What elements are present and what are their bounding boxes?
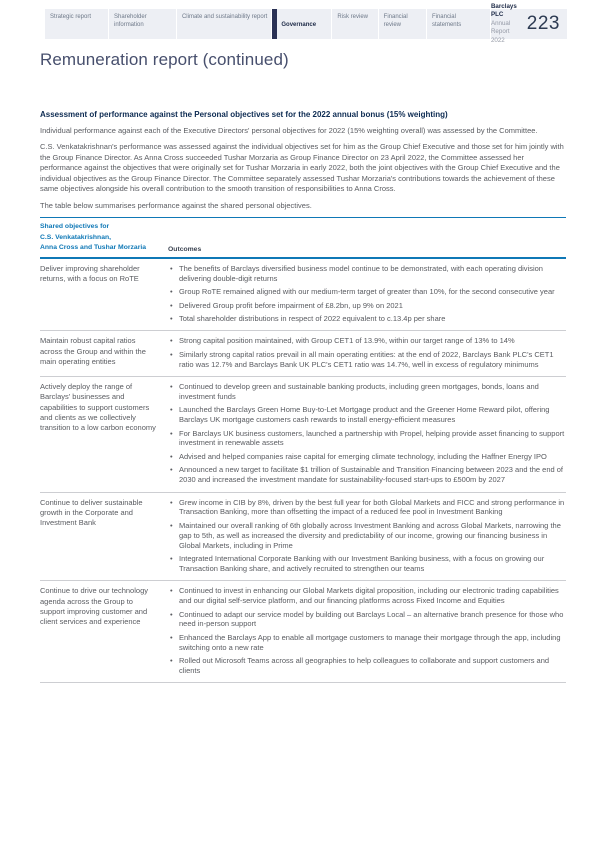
- outcome-text: Grew income in CIB by 8%, driven by the best full year for both Global Markets and FICC and strong performance in Transaction Banking, more than offsetting the impact of a reduced fee pool in Investment Banking: [179, 497, 565, 517]
- objective-cell: Deliver improving shareholder returns, with a focus on RoTE: [40, 263, 140, 284]
- bullet-icon: •: [170, 632, 173, 642]
- outcome-text: Similarly strong capital ratios prevail in all main operating entities: at the end of 2022, Barclays Bank PLC's CET1 ratio was 12.7% and Barclays Bank UK PLC's CET1 ratio was 14.7%, well in excess of regulatory minimums: [179, 349, 554, 369]
- objectives-header-line: Anna Cross and Tushar Morzaria: [40, 244, 147, 252]
- outcomes-cell: [168, 336, 566, 373]
- outcome-item: [168, 287, 566, 297]
- bullet-icon: •: [170, 405, 173, 415]
- bullet-icon: •: [170, 609, 173, 619]
- objectives-column-header: [40, 222, 168, 254]
- bullet-icon: •: [170, 553, 173, 563]
- outcomes-cell: [168, 264, 566, 327]
- outcome-item: [168, 610, 566, 630]
- outcome-item: [168, 429, 566, 449]
- brand-name: Barclays PLC: [490, 3, 517, 19]
- bullet-icon: •: [170, 300, 173, 310]
- outcome-text: Group RoTE remained aligned with our medium-term target of greater than 10%, for the second consecutive year: [179, 287, 555, 297]
- bullet-icon: •: [170, 313, 173, 323]
- table-row: [40, 259, 566, 331]
- tab-strategic-report[interactable]: [45, 9, 108, 39]
- tab-governance-active[interactable]: [272, 9, 331, 39]
- outcome-item: [168, 521, 566, 551]
- outcome-text: Continued to adapt our service model by building out Barclays Local – an alternative branch presence for those who need in-person support: [179, 609, 564, 629]
- bullet-icon: •: [170, 336, 173, 346]
- outcome-item: [168, 336, 566, 346]
- objectives-table: [40, 217, 566, 683]
- tab-financial-statements[interactable]: [427, 9, 490, 39]
- tab-label: Governance: [281, 21, 317, 28]
- section-heading: Assessment of performance against the Personal objectives set for the 2022 annual bonus (15% weighting): [40, 110, 448, 119]
- outcome-text: Delivered Group profit before impairment of £8.2bn, up 9% on 2021: [179, 300, 403, 310]
- outcome-item: [168, 264, 566, 284]
- outcome-text: Continued to develop green and sustainable banking products, including green mortgages, bonds, loans and investment funds: [179, 382, 539, 401]
- bullet-icon: •: [170, 520, 173, 530]
- intro-paragraph: Individual performance against each of the Executive Directors' personal objectives for 2022 (15% weighting overall) was assessed by the Committee.: [40, 125, 538, 135]
- tab-shareholder-information[interactable]: [109, 9, 176, 39]
- assessment-paragraph: C.S. Venkatakrishnan's performance was assessed against the individual objectives set for him as the Group Chief Executive and those set for him jointly with the Group Finance Director. As Anna Cross succeeded Tushar Morzaria as Group Finance Director on 23 April 2022, the Committee assessed her performance against the objectives that were originally set for Tushar Morzaria in early 2022, both the joint objectives with the Group Chief Executive and the individual objectives as the Group Finance Director. The Committee separately assessed Tushar Morzaria's contributions towards the achievement of these same objectives alongside his overall contribution to the smooth transition of responsibilities to Anna Cross.: [40, 142, 564, 194]
- tab-label: Climate and sustainability report: [181, 14, 268, 20]
- table-row: [40, 581, 566, 683]
- page-number: 223: [526, 13, 560, 34]
- outcome-item: [168, 586, 566, 606]
- bullet-icon: •: [170, 656, 173, 666]
- outcome-text: Total shareholder distributions in respect of 2022 equivalent to c.13.4p per share: [179, 313, 446, 323]
- tab-climate-sustainability-report[interactable]: [177, 9, 271, 39]
- outcome-text: Strong capital position maintained, with Group CET1 of 13.9%, within our target range of 13% to 14%: [179, 336, 515, 346]
- outcome-text: Advised and helped companies raise capital for emerging climate technology, including the Haffner Energy IPO: [179, 451, 547, 461]
- table-row: [40, 331, 566, 377]
- tab-label: Strategic report: [50, 14, 92, 20]
- outcome-text: Rolled out Microsoft Teams across all geographies to help colleagues to collaborate and support customers and clients: [179, 656, 550, 675]
- outcome-item: [168, 350, 566, 370]
- outcome-item: [168, 405, 566, 425]
- tab-risk-review[interactable]: [332, 9, 377, 39]
- tab-label: Financial statements: [431, 14, 462, 28]
- outcomes-cell: [168, 586, 566, 679]
- objectives-header-line: C.S. Venkatakrishnan,: [40, 233, 112, 241]
- bullet-icon: •: [170, 428, 173, 438]
- outcome-item: [168, 301, 566, 311]
- bullet-icon: •: [170, 263, 173, 273]
- outcome-item: [168, 465, 566, 485]
- brand-subtitle: Annual Report 2022: [490, 19, 511, 44]
- outcomes-cell: [168, 498, 566, 578]
- page-title: Remuneration report (continued): [40, 50, 289, 69]
- objective-cell: Maintain robust capital ratios across the Group and within the main operating entities: [40, 336, 146, 367]
- bullet-icon: •: [170, 586, 173, 596]
- outcome-item: [168, 633, 566, 653]
- tab-label: Shareholder information: [114, 14, 147, 28]
- main-content: [40, 110, 566, 683]
- outcome-item: [168, 498, 566, 518]
- outcome-text: Continued to invest in enhancing our Global Markets digital proposition, including our electronic trading capabilities and our digital self-service platform, and our financing platforms across Fixed Income and Equities: [179, 586, 559, 606]
- header-brand-area: [490, 3, 567, 44]
- bullet-icon: •: [170, 497, 173, 507]
- table-header-row: [40, 218, 566, 259]
- outcomes-cell: [168, 382, 566, 489]
- tab-financial-review[interactable]: [379, 9, 426, 39]
- outcome-text: Maintained our overall ranking of 6th globally across Investment Banking and across Global Markets, narrowing the gap to 5th, as well as increased the diversity and predictability of our income, growing our financing business in Global Markets, including in Prime: [179, 520, 561, 550]
- outcome-item: [168, 452, 566, 462]
- outcome-text: Announced a new target to facilitate $1 trillion of Sustainable and Transition Financing between 2023 and the end of 2030 and increased the investment mandate for sustainability-focused start-ups to £500m by 2027: [179, 465, 564, 485]
- outcome-item: [168, 382, 566, 402]
- brand-block: [491, 3, 517, 45]
- bullet-icon: •: [170, 382, 173, 392]
- outcome-text: Launched the Barclays Green Home Buy-to-Let Mortgage product and the Greener Home Reward pilot, offering Barclays UK mortgage customers cash rewards to install energy-efficient measures: [179, 405, 550, 425]
- outcome-item: [168, 314, 566, 324]
- outcome-item: [168, 554, 566, 574]
- outcome-text: The benefits of Barclays diversified business model continue to be demonstrated, with each operating division delivering double-digit returns: [179, 263, 543, 283]
- table-body: [40, 259, 566, 684]
- outcome-text: For Barclays UK business customers, launched a partnership with Propel, helping provide asset financing to support investment in renewable assets: [179, 428, 565, 448]
- outcomes-column-header: Outcomes: [168, 245, 202, 253]
- bullet-icon: •: [170, 451, 173, 461]
- outcome-text: Enhanced the Barclays App to enable all mortgage customers to manage their mortgage through the app, including switching onto a new rate: [179, 632, 561, 652]
- tab-label: Risk review: [337, 14, 368, 20]
- outcome-text: Integrated International Corporate Banking with our Investment Banking business, with a focus on growing our Transaction Banking share, and actively recruited to strengthen our teams: [179, 553, 545, 573]
- objective-cell: Actively deploy the range of Barclays' businesses and capabilities to support customers and clients as we collectively transition to a low carbon economy: [40, 382, 156, 433]
- table-lead-paragraph: The table below summarises performance against the shared personal objectives.: [40, 200, 312, 210]
- outcome-item: [168, 656, 566, 676]
- bullet-icon: •: [170, 349, 173, 359]
- objectives-header-line: Shared objectives for: [40, 223, 110, 231]
- table-row: [40, 377, 566, 493]
- bullet-icon: •: [170, 287, 173, 297]
- objective-cell: Continue to drive our technology agenda across the Group to support improving customer and client services and experience: [40, 586, 148, 627]
- objective-cell: Continue to deliver sustainable growth in the Corporate and Investment Bank: [40, 497, 143, 528]
- table-row: [40, 493, 566, 582]
- tab-label: Financial review: [383, 14, 408, 28]
- report-nav-band: [45, 3, 567, 44]
- bullet-icon: •: [170, 465, 173, 475]
